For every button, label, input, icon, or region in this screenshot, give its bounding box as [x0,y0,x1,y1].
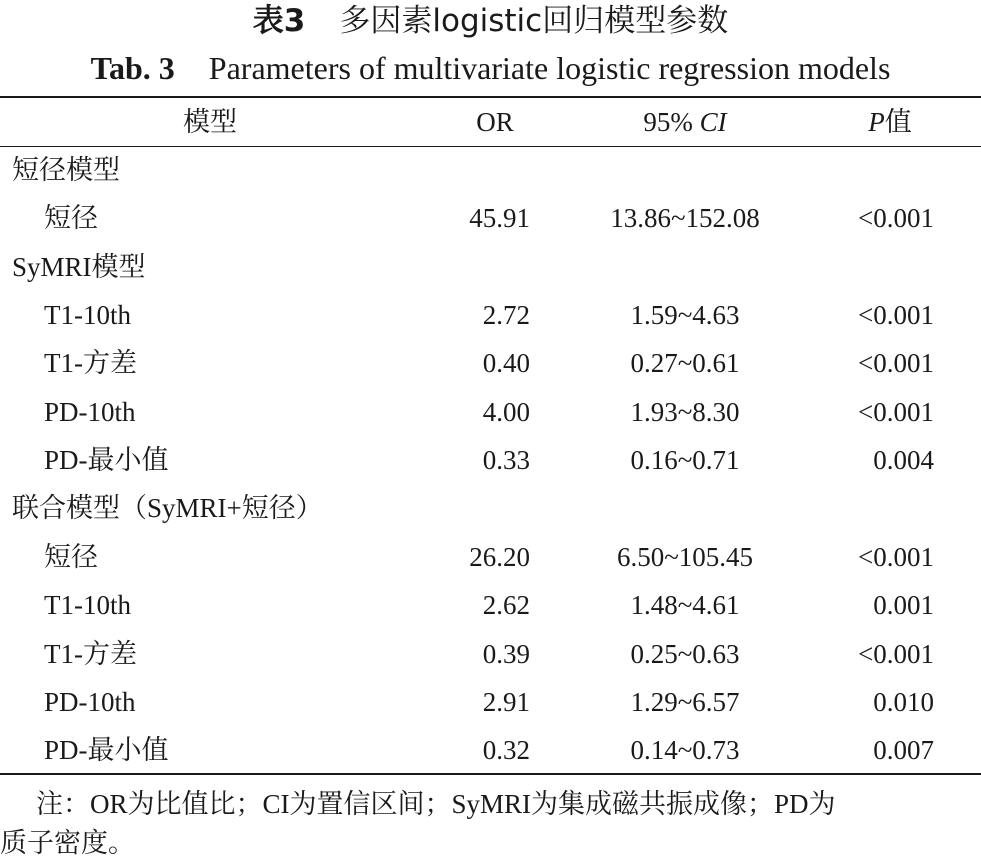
row-variable: PD-10th [44,686,136,717]
row-or: 4.00 [482,396,530,427]
row-ci: 1.93~8.30 [630,396,740,427]
table-row [0,194,981,242]
row-or: 2.62 [482,590,530,621]
row-or: 0.39 [482,638,530,669]
group-label: SyMRI模型 [12,251,146,282]
table-note [0,785,981,863]
group-row [0,484,981,532]
table-title-en [0,46,981,90]
row-ci: 1.59~4.63 [630,300,740,331]
note-line-1: 注：OR为比值比；CI为置信区间；SyMRI为集成磁共振成像；PD为 [36,789,836,819]
row-p-value: 0.001 [873,590,934,621]
row-or: 26.20 [469,541,530,572]
table-row [0,630,981,678]
row-p-value: <0.001 [858,203,934,234]
row-p-value: <0.001 [858,638,934,669]
row-p-value: <0.001 [858,300,934,331]
table-row [0,726,981,774]
table-row [0,339,981,387]
row-variable: T1-10th [44,590,131,621]
table-row [0,581,981,629]
row-variable: PD-最小值 [44,735,169,766]
row-ci: 0.27~0.61 [630,348,740,379]
table-header [0,98,981,146]
row-or: 0.40 [482,348,530,379]
row-variable: T1-10th [44,300,131,331]
header-p-italic: P [868,107,885,137]
group-label: 短径模型 [12,155,120,185]
table-row [0,291,981,339]
table-caption-cn: 多因素logistic回归模型参数 [339,3,729,39]
row-variable: T1-方差 [44,348,137,379]
row-variable: PD-最小值 [44,445,169,476]
group-row [0,243,981,291]
row-ci: 13.86~152.08 [610,203,760,234]
row-variable: T1-方差 [44,638,137,669]
table-number-en: Tab. 3 [90,50,175,86]
row-p-value: <0.001 [858,348,934,379]
group-row [0,146,981,194]
table-title-cn [0,0,981,42]
row-or: 45.91 [469,203,530,234]
row-or: 2.91 [482,686,530,717]
row-or: 2.72 [482,300,530,331]
header-p [820,98,960,146]
header-ci-italic: CI [699,107,727,137]
row-ci: 0.16~0.71 [630,445,740,476]
row-ci: 1.48~4.61 [630,590,740,621]
row-ci: 6.50~105.45 [616,541,754,572]
header-ci [580,98,790,146]
header-or: OR [476,107,514,137]
table-caption-en: Parameters of multivariate logistic regression models [208,50,891,86]
row-p-value: 0.007 [873,735,934,766]
row-variable: 短径 [44,203,98,234]
row-ci: 0.25~0.63 [630,638,740,669]
note-line-2: 质子密度。 [0,828,135,858]
table-row [0,436,981,484]
row-or: 0.32 [482,735,530,766]
row-ci: 0.14~0.73 [630,735,740,766]
table-number-cn: 表3 [252,3,306,39]
row-or: 0.33 [482,445,530,476]
row-variable: PD-10th [44,396,136,427]
row-p-value: 0.010 [873,686,934,717]
row-p-value: <0.001 [858,541,934,572]
header-p-suffix: 值 [884,107,912,137]
table-row [0,533,981,581]
table-bottom-rule [0,773,981,775]
header-model: 模型 [183,107,237,137]
row-p-value: <0.001 [858,396,934,427]
table-row [0,678,981,726]
row-variable: 短径 [44,541,98,572]
row-p-value: 0.004 [873,445,934,476]
header-ci-prefix: 95% [643,107,700,137]
table-row [0,388,981,436]
row-ci: 1.29~6.57 [630,686,740,717]
group-label: 联合模型（SyMRI+短径） [12,493,323,524]
